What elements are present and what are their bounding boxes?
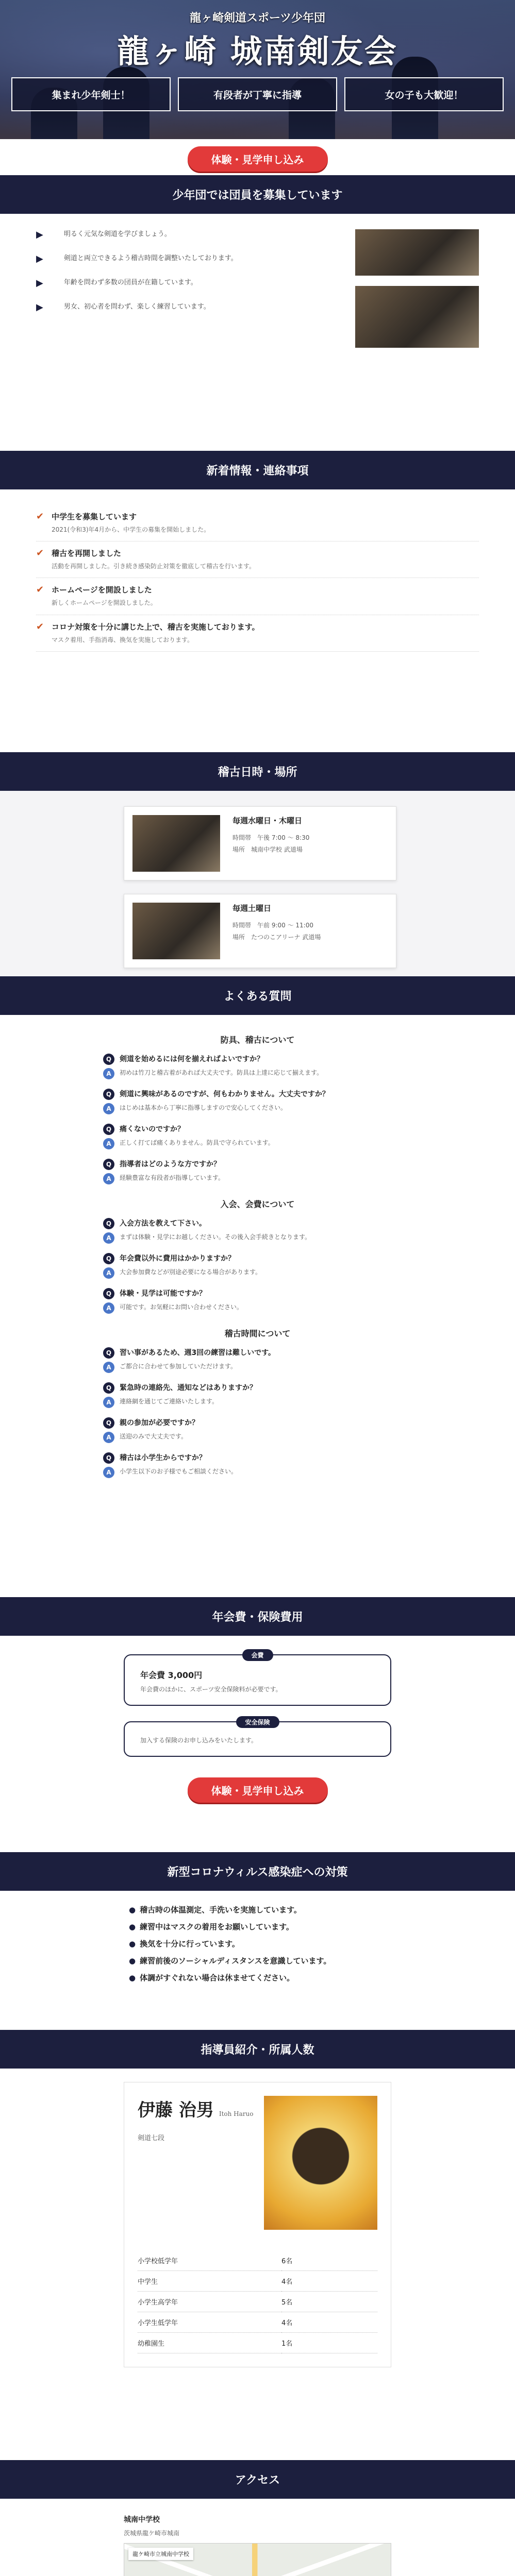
faq-answer: A ご都合に合わせて参加していただけます。 (103, 1362, 412, 1373)
news-item: ✔ 中学生を募集しています 2021(令和3)年4月から、中学生の募集を開始しました。 (36, 505, 479, 541)
recruit-item: ▶ 年齢を問わず多数の団員が在籍しています。 (36, 278, 197, 289)
faq-question[interactable]: Q 年会費以外に費用はかかりますか？ (103, 1253, 412, 1264)
play-icon: ▶ (36, 253, 43, 264)
news-item: ✔ コロナ対策を十分に講じた上で、稽古を実施しております。 マスク着用、手指消毒、換気を実施しております。 (36, 615, 479, 652)
news-section (0, 489, 515, 752)
faq-question[interactable]: Q 痛くないのですか？ (103, 1124, 412, 1135)
instructor-name: 伊藤 治男 Itoh Haruo (138, 2100, 254, 2121)
hero-badges (11, 77, 504, 111)
faq-question[interactable]: Q 稽古は小学生からですか？ (103, 1452, 412, 1464)
access-section (0, 2499, 515, 2576)
instructor-photo (264, 2096, 377, 2230)
faq-answer: A 正しく打てば痛くありません。防具で守られています。 (103, 1138, 412, 1149)
faq-section (0, 1015, 515, 1597)
check-icon: ✔ (36, 548, 44, 559)
faq-answer: A はじめは基本から丁寧に指導しますので安心してください。 (103, 1103, 412, 1114)
member-table (138, 2250, 377, 2353)
faq-answer: A 初めは竹刀と稽古着があれば大丈夫です。防具は上達に応じて揃えます。 (103, 1068, 412, 1079)
instructor-section (0, 2069, 515, 2460)
hero-subtitle: 龍ヶ崎剣道スポーツ少年団 (189, 12, 326, 25)
section-heading: 稽古日時・場所 (0, 752, 515, 791)
section-heading: 新型コロナウィルス感染症への対策 (0, 1852, 515, 1891)
schedule-card: 毎週水曜日・木曜日 時間帯 午後 7:00 ～ 8:30 場所 城南中学校 武道場 (124, 806, 396, 880)
faq-question[interactable]: Q 剣道に興味があるのですが、何もわかりません。大丈夫ですか？ (103, 1089, 412, 1100)
fee-box: 会費 年会費 3,000円 年会費のほかに、スポーツ安全保険料が必要です。 (124, 1654, 391, 1706)
table-row: 小学校低学年 6名 (138, 2250, 377, 2271)
apply-button[interactable]: 体験・見学申し込み (188, 1777, 328, 1803)
play-icon: ▶ (36, 302, 43, 313)
play-icon: ▶ (36, 229, 43, 240)
faq-answer: A 可能です。お気軽にお問い合わせください。 (103, 1302, 412, 1314)
recruit-item: ▶ 剣道と両立できるよう稽古時間を調整いたしております。 (36, 253, 238, 264)
check-icon: ✔ (36, 621, 44, 632)
table-row: 小学生高学年 5名 (138, 2292, 377, 2312)
faq-category: 防具、稽古について (220, 1035, 295, 1045)
hero-badge: 女の子も大歓迎！ (344, 77, 504, 111)
covid-item: ● 体調がすぐれない場合は休ませてください。 (129, 1972, 386, 1983)
recruit-photo (355, 229, 479, 276)
hero-title: 龍ヶ崎 城南剣友会 (117, 32, 398, 70)
schedule-card: 毎週土曜日 時間帯 午前 9:00 ～ 11:00 場所 たつのこアリーナ 武道場 (124, 894, 396, 968)
map-embed[interactable]: 龍ケ崎市立城南中学校 (124, 2543, 391, 2576)
hero-badge: 集まれ少年剣士！ (11, 77, 171, 111)
faq-question[interactable]: Q 体験・見学は可能ですか？ (103, 1288, 412, 1299)
section-heading: 年会費・保険費用 (0, 1597, 515, 1636)
check-icon: ✔ (36, 511, 44, 522)
recruit-item: ▶ 明るく元気な剣道を学びましょう。 (36, 229, 171, 240)
table-row: 幼稚園生 1名 (138, 2333, 377, 2353)
news-item: ✔ 稽古を再開しました 活動を再開しました。引き続き感染防止対策を徹底して稽古を行います。 (36, 541, 479, 578)
faq-question[interactable]: Q 習い事があるため、週3回の練習は難しいです。 (103, 1347, 412, 1359)
section-heading: 新着情報・連絡事項 (0, 451, 515, 489)
faq-question[interactable]: Q 指導者はどのような方ですか？ (103, 1159, 412, 1170)
faq-answer: A 送迎のみで大丈夫です。 (103, 1432, 412, 1443)
faq-question[interactable]: Q 剣道を始めるには何を揃えればよいですか？ (103, 1054, 412, 1065)
covid-item: ● 稽古時の体温測定、手洗いを実施しています。 (129, 1904, 386, 1915)
dojo-photo (132, 815, 220, 872)
table-row: 中学生 4名 (138, 2271, 377, 2292)
recruit-section (0, 214, 515, 451)
recruit-item: ▶ 男女、初心者を問わず、楽しく練習しています。 (36, 302, 210, 313)
news-item: ✔ ホームページを開設しました 新しくホームページを開設しました。 (36, 578, 479, 615)
play-icon: ▶ (36, 278, 43, 289)
faq-answer: A 大会参加費などが別途必要になる場合があります。 (103, 1267, 412, 1279)
hero-cta-area (0, 139, 515, 175)
faq-question[interactable]: Q 入会方法を教えて下さい。 (103, 1218, 412, 1229)
faq-category: 入会、会費について (220, 1199, 295, 1209)
covid-item: ● 練習前後のソーシャルディスタンスを意識しています。 (129, 1955, 386, 1966)
recruit-photo (355, 286, 479, 348)
section-heading: 指導員紹介・所属人数 (0, 2030, 515, 2069)
faq-answer: A 経験豊富な有段者が指導しています。 (103, 1173, 412, 1184)
schedule-section (0, 791, 515, 976)
covid-item: ● 練習中はマスクの着用をお願いしています。 (129, 1921, 386, 1932)
faq-answer: A 小学生以下のお子様でもご相談ください。 (103, 1467, 412, 1478)
covid-item: ● 換気を十分に行っています。 (129, 1938, 386, 1949)
instructor-rank: 剣道七段 (138, 2134, 165, 2142)
hero-badge: 有段者が丁寧に指導 (178, 77, 337, 111)
check-icon: ✔ (36, 584, 44, 596)
faq-category: 稽古時間について (224, 1329, 291, 1338)
apply-button[interactable]: 体験・見学申し込み (188, 146, 328, 172)
instructor-card (124, 2082, 391, 2367)
section-heading: 少年団では団員を募集しています (0, 175, 515, 214)
section-heading: アクセス (0, 2460, 515, 2499)
covid-section (0, 1891, 515, 2030)
faq-question[interactable]: Q 緊急時の連絡先、通知などはありますか？ (103, 1382, 412, 1394)
table-row: 小学生低学年 4名 (138, 2312, 377, 2333)
access-block: 城南中学校 茨城県龍ケ崎市城南 龍ケ崎市立城南中学校 (124, 2514, 391, 2576)
fees-section (0, 1636, 515, 1852)
dojo-photo (132, 903, 220, 959)
faq-answer: A 連絡網を通じてご連絡いたします。 (103, 1397, 412, 1408)
section-heading: よくある質問 (0, 976, 515, 1015)
faq-answer: A まずは体験・見学にお越しください。その後入会手続きとなります。 (103, 1232, 412, 1244)
faq-question[interactable]: Q 親の参加が必要ですか？ (103, 1417, 412, 1429)
fee-box: 安全保険 加入する保険のお申し込みをいたします。 (124, 1721, 391, 1757)
hero-banner (0, 0, 515, 175)
